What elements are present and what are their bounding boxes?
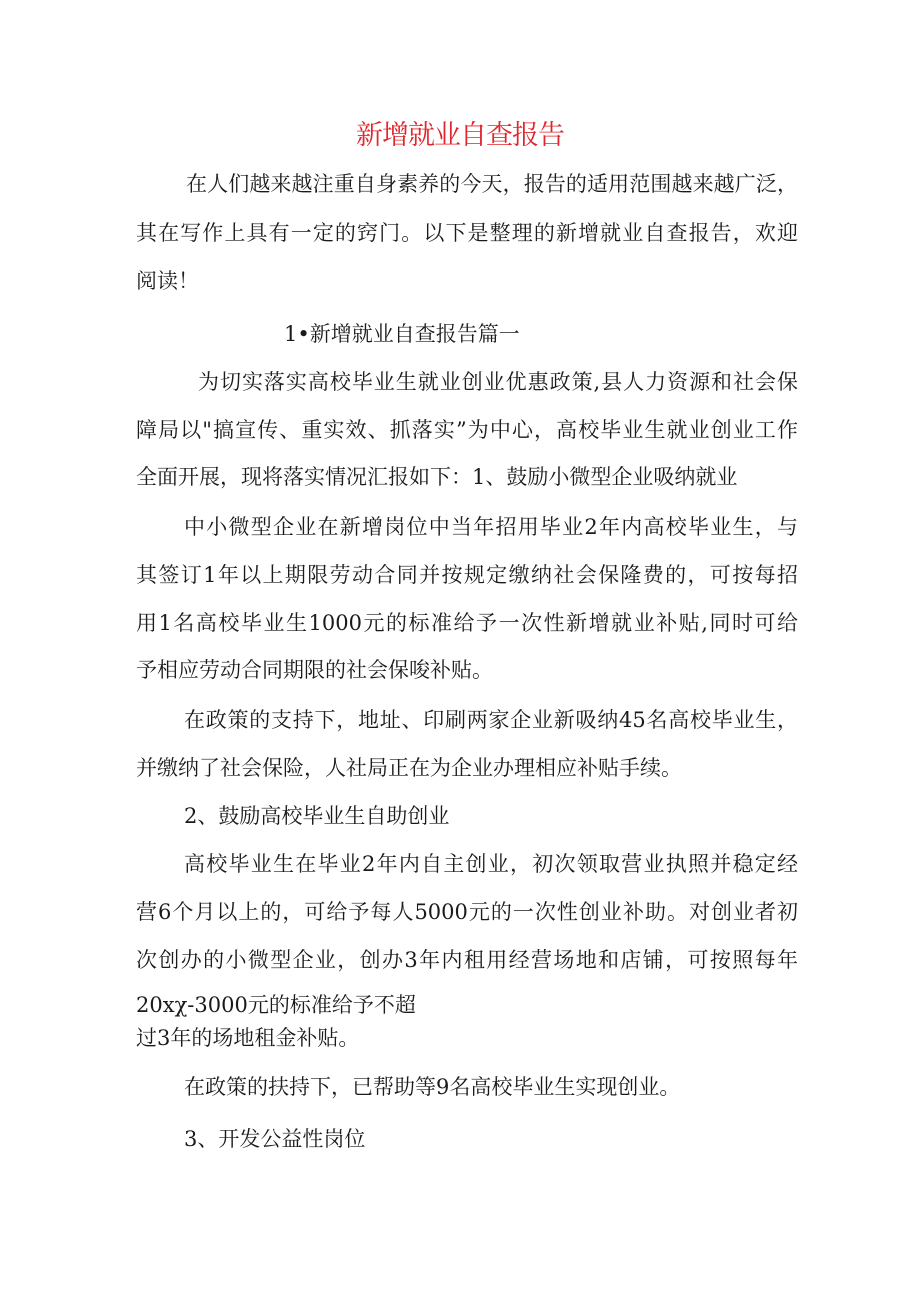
- body-line: 用1名高校毕业生1000元的标准给予一次性新增就业补贴,同时可给: [136, 611, 798, 635]
- body-line: 次创办的小微型企业，创办3年内租用经营场地和店铺，可按照每年: [136, 948, 798, 972]
- body-line: 高校毕业生在毕业2年内自主创业，初次领取营业执照并稳定经: [184, 852, 798, 876]
- body-line: 并缴纳了社会保险，人社局正在为企业办理相应补贴手续。: [136, 756, 682, 780]
- body-line: 营6个月以上的，可给予每人5000元的一次性创业补助。对创业者初: [136, 900, 798, 924]
- body-line: 为切实落实高校毕业生就业创业优惠政策,县人力资源和社会保: [198, 370, 798, 394]
- body-line: 其在写作上具有一定的窍门。以下是整理的新增就业自查报告，欢迎: [136, 221, 798, 245]
- body-line: 20xχ-3000元的标准给予不超: [136, 993, 416, 1017]
- body-line: 在人们越来越注重自身素养的今天，报告的适用范围越来越广泛，: [186, 172, 798, 196]
- body-line: 障局以"搞宣传、重实效、抓落实”为中心，高校毕业生就业创业工作: [136, 418, 798, 442]
- body-line: 全面开展，现将落实情况汇报如下：1、鼓励小微型企业吸纳就业: [136, 465, 738, 489]
- section-heading: 2、鼓励高校毕业生自助创业: [184, 804, 450, 828]
- body-line: 在政策的扶持下，已帮助等9名高校毕业生实现创业。: [184, 1075, 681, 1099]
- body-line: 中小微型企业在新增岗位中当年招用毕业2年内高校毕业生，与: [184, 515, 798, 539]
- document-title: 新增就业自查报告: [356, 120, 564, 151]
- body-line: 阅读！: [136, 269, 199, 293]
- body-line: 其签订1年以上期限劳动合同并按规定缴纳社会保隆费的，可按每招: [136, 563, 798, 587]
- body-line: 予相应劳动合同期限的社会保唆补贴。: [136, 658, 493, 682]
- body-line: 过3年的场地租金补贴。: [136, 1026, 360, 1050]
- section-heading: 1•新增就业自查报告篇一: [284, 322, 520, 346]
- section-heading: 3、开发公益性岗位: [184, 1127, 366, 1151]
- body-line: 在政策的支持下，地址、印刷两家企业新吸纳45名高校毕业生，: [184, 708, 798, 732]
